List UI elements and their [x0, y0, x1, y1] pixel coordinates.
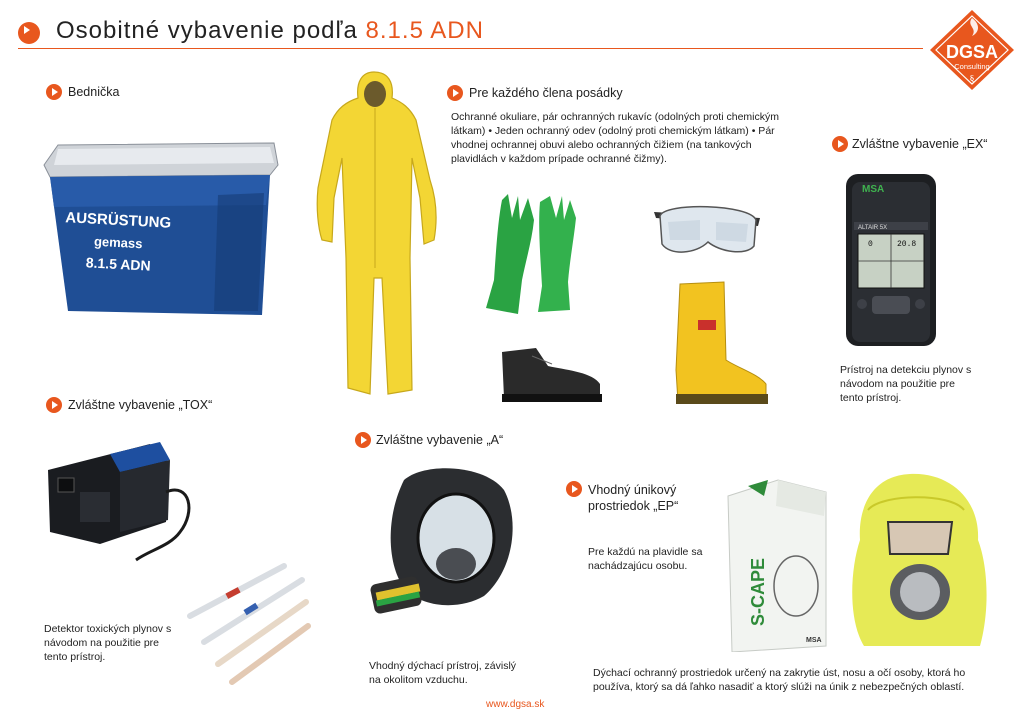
- section-heading-box: Bednička: [68, 85, 120, 99]
- escape-hood-pack-image: [718, 476, 830, 652]
- bullet-icon: [832, 136, 848, 152]
- ex-description: Prístroj na detekciu plynov s návodom na použitie pre tento prístroj.: [840, 364, 972, 404]
- bullet-icon: [447, 85, 463, 101]
- pack-brand: MSA: [806, 637, 822, 644]
- logo-sub: Consulting: [954, 62, 990, 71]
- escape-hood-image: [840, 470, 990, 652]
- tox-description: Detektor toxických plynov s návodom na použitie pre tento prístroj.: [44, 623, 172, 663]
- bullet-icon: [46, 84, 62, 100]
- work-shoe-image: [496, 342, 606, 406]
- ep-heading-line-2: prostriedok „EP“: [588, 499, 679, 513]
- box-label-3: 8.1.5 ADN: [85, 254, 152, 274]
- gas-detector-image: [842, 172, 940, 348]
- device-model: ALTAIR 5X: [858, 225, 888, 231]
- section-heading-tox: Zvláštne vybavenie „TOX“: [68, 398, 213, 412]
- ep-sub-description: Pre každú na plavidle sa nachádzajúcu osobu.: [588, 546, 703, 572]
- pack-label: S-CAPE: [748, 557, 768, 626]
- section-heading-a: Zvláštne vybavenie „A“: [376, 433, 504, 447]
- rubber-boot-image: [668, 280, 773, 410]
- section-heading-ex: Zvláštne vybavenie „EX“: [852, 137, 988, 151]
- ep-heading-line-1: Vhodný únikový: [588, 483, 677, 497]
- device-brand: MSA: [862, 184, 885, 195]
- page-title: [56, 17, 484, 45]
- tox-detector-image: [40, 432, 200, 572]
- section-heading-crew: Pre každého člena posádky: [469, 86, 623, 100]
- gloves-image: [478, 190, 588, 320]
- dgsa-logo: [926, 6, 1018, 92]
- crew-description: Ochranné okuliare, pár ochranných rukavíc (odolných proti chemickým látkam) • Jeden ochranný odev (odolný proti chemickým látkam) • Pár vhodnej ochrannej obuvi alebo ochranných čižiem (na tankových plavidlách v každom prípade ochranné čižmy).: [451, 111, 779, 165]
- box-label-1: AUSRÜSTUNG: [64, 209, 172, 232]
- logo-symbol: §: [969, 74, 975, 85]
- bullet-icon: [566, 481, 582, 497]
- equipment-box-image: [38, 135, 283, 320]
- title-main: Osobitné vybavenie podľa: [56, 17, 358, 44]
- bullet-icon: [46, 397, 62, 413]
- ep-description: Dýchací ochranný prostriedok určený na zakrytie úst, nosu a očí osoby, ktorá ho používa, ktorý sa dá ľahko nasadiť a ktorý slúži na únik z nebezpečných oblastí.: [593, 667, 966, 693]
- a-description: Vhodný dýchací prístroj, závislý na okolitom vzduchu.: [369, 660, 517, 686]
- title-play-icon: [18, 22, 40, 44]
- box-label-2: gemass: [93, 233, 143, 252]
- respirator-mask-image: [364, 460, 524, 620]
- detector-tubes-image: [184, 556, 314, 686]
- header-rule: [18, 48, 923, 49]
- display-value: 20.8: [897, 240, 917, 249]
- protective-suit-image: [312, 68, 442, 400]
- footer-url[interactable]: www.dgsa.sk: [486, 699, 545, 710]
- bullet-icon: [355, 432, 371, 448]
- section-heading-ep: [588, 482, 678, 514]
- goggles-image: [650, 196, 765, 266]
- title-ref: 8.1.5 ADN: [365, 17, 484, 44]
- logo-text: DGSA: [945, 42, 999, 62]
- display-zero: 0: [868, 240, 873, 249]
